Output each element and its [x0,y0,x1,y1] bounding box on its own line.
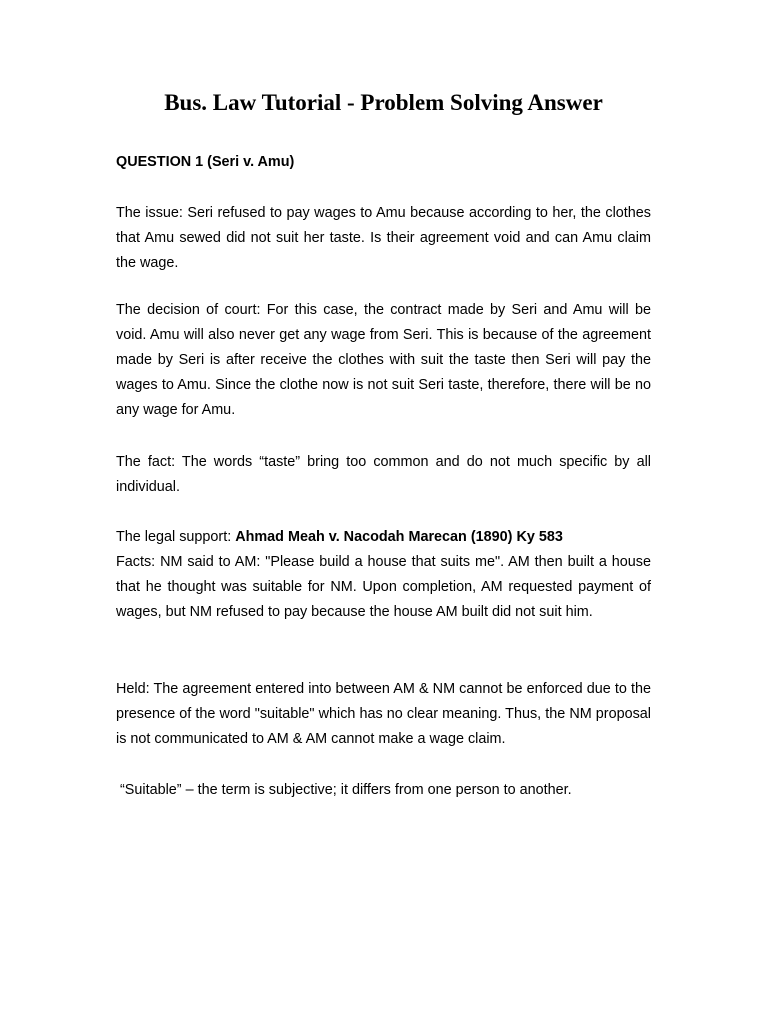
legal-support-label: The legal support: [116,529,236,545]
case-facts-paragraph: Facts: NM said to AM: "Please build a house that suits me". AM then built a house that he thought was suitable for NM. Upon completion, AM requested payment of wages, but NM refused to pay because the house AM built did not suit him. [116,554,651,620]
fact-paragraph: The fact: The words “taste” bring too common and do not much specific by all individual. [116,454,651,495]
suitable-note: “Suitable” – the term is subjective; it differs from one person to another. [120,782,572,798]
document-title: Bus. Law Tutorial - Problem Solving Answer [164,90,603,115]
decision-paragraph: The decision of court: For this case, the contract made by Seri and Amu will be void. Amu will also never get any wage from Seri. This is because of the agreement made by Seri is after receive the clothes with suit the taste then Seri will pay the wages to Amu. Since the clothe now is not suit Seri taste, therefore, there will be no any wage for Amu. [116,302,651,418]
legal-support-case: Ahmad Meah v. Nacodah Marecan (1890) Ky 583 [235,529,563,545]
issue-paragraph: The issue: Seri refused to pay wages to Amu because according to her, the clothes that Amu sewed did not suit her taste. Is their agreement void and can Amu claim the wage. [116,205,651,271]
legal-support-line [116,525,651,550]
question-heading: QUESTION 1 (Seri v. Amu) [116,154,295,170]
held-paragraph: Held: The agreement entered into between AM & NM cannot be enforced due to the presence of the word "suitable" which has no clear meaning. Thus, the NM proposal is not communicated to AM & AM cannot make a wage claim. [116,681,651,747]
